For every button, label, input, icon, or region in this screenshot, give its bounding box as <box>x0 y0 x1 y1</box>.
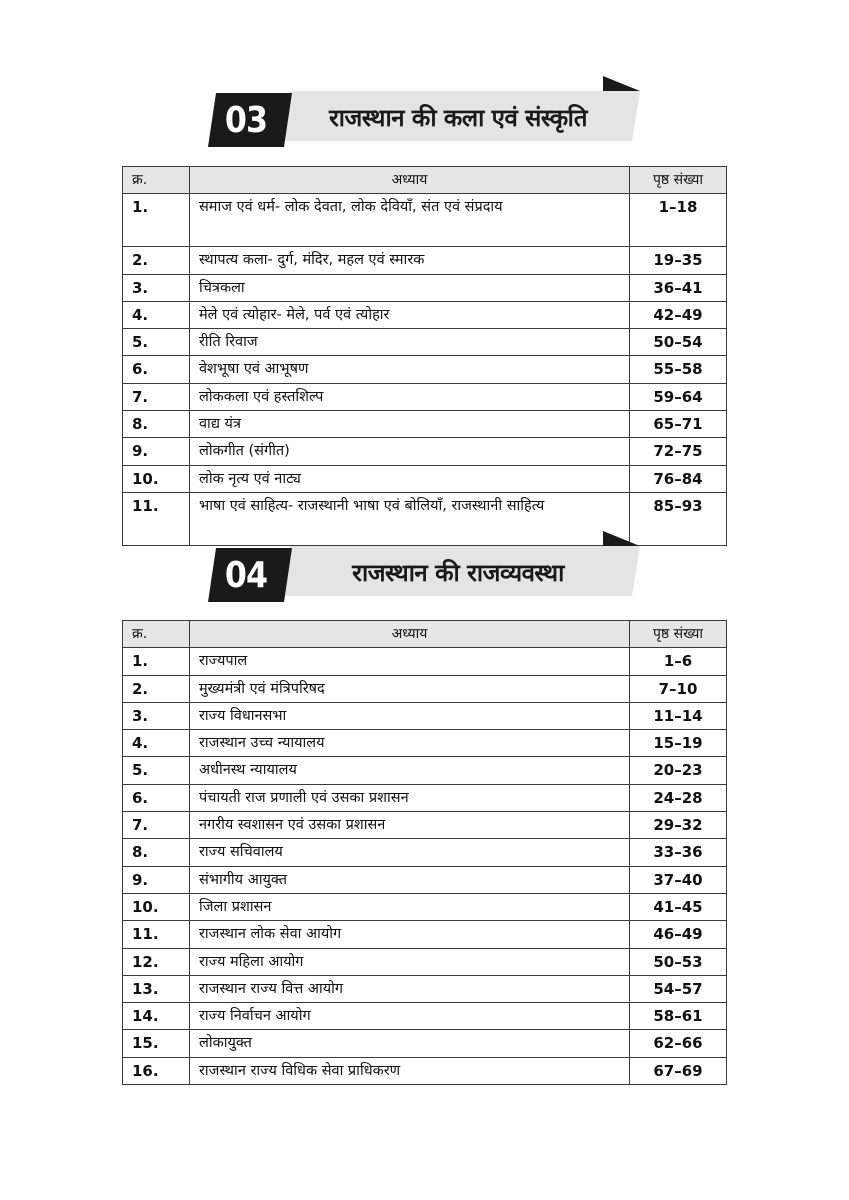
page-range-cell: 59–64 <box>630 383 727 410</box>
table-row <box>123 866 727 893</box>
section-number: 03 <box>224 99 268 141</box>
section-banner <box>208 531 640 605</box>
page-range-cell: 11–14 <box>630 702 727 729</box>
table-row <box>123 648 727 675</box>
page-range-cell: 36–41 <box>630 274 727 301</box>
page-range-cell: 15–19 <box>630 730 727 757</box>
page-range-cell: 54–57 <box>630 975 727 1002</box>
chapter-title-cell: राजस्थान लोक सेवा आयोग <box>190 921 630 948</box>
page-range-cell: 1–6 <box>630 648 727 675</box>
chapter-title-cell: मेले एवं त्योहार- मेले, पर्व एवं त्योहार <box>190 301 630 328</box>
header-chapter: अध्याय <box>190 621 630 648</box>
page-range-cell: 62–66 <box>630 1030 727 1057</box>
table-row <box>123 921 727 948</box>
table-row <box>123 730 727 757</box>
table-row <box>123 356 727 383</box>
chapter-title-cell: राज्य महिला आयोग <box>190 948 630 975</box>
page-range-cell: 65–71 <box>630 411 727 438</box>
chapter-title-cell: लोकायुक्त <box>190 1030 630 1057</box>
chapter-title-cell: समाज एवं धर्म- लोक देवता, लोक देवियाँ, संत एवं संप्रदाय <box>190 194 630 247</box>
chapter-title-cell: स्थापत्य कला- दुर्ग, मंदिर, महल एवं स्मारक <box>190 247 630 274</box>
page-range-cell: 37–40 <box>630 866 727 893</box>
header-pages: पृष्ठ संख्या <box>630 621 727 648</box>
table-row <box>123 438 727 465</box>
chapter-title-cell: अधीनस्थ न्यायालय <box>190 757 630 784</box>
page-range-cell: 55–58 <box>630 356 727 383</box>
table-row <box>123 329 727 356</box>
serial-number-cell: 8. <box>123 839 190 866</box>
page-range-cell: 50–53 <box>630 948 727 975</box>
serial-number-cell: 1. <box>123 194 190 247</box>
chapter-title-cell: लोककला एवं हस्तशिल्प <box>190 383 630 410</box>
table-row <box>123 411 727 438</box>
page-range-cell: 50–54 <box>630 329 727 356</box>
section-number: 04 <box>224 554 268 596</box>
page-range-cell: 7–10 <box>630 675 727 702</box>
contents-table <box>122 620 727 1085</box>
page-range-cell: 29–32 <box>630 812 727 839</box>
chapter-title-cell: राजस्थान उच्च न्यायालय <box>190 730 630 757</box>
page-range-cell: 41–45 <box>630 893 727 920</box>
table-row <box>123 812 727 839</box>
contents-table <box>122 166 727 546</box>
table-row <box>123 948 727 975</box>
chapter-title-cell: संभागीय आयुक्त <box>190 866 630 893</box>
table-row <box>123 274 727 301</box>
table-row <box>123 784 727 811</box>
chapter-title-cell: राज्यपाल <box>190 648 630 675</box>
page-range-cell: 58–61 <box>630 1003 727 1030</box>
table-row <box>123 893 727 920</box>
serial-number-cell: 7. <box>123 383 190 410</box>
serial-number-cell: 6. <box>123 356 190 383</box>
chapter-title-cell: पंचायती राज प्रणाली एवं उसका प्रशासन <box>190 784 630 811</box>
table-row <box>123 839 727 866</box>
header-serial: क्र. <box>123 621 190 648</box>
chapter-title-cell: राजस्थान राज्य वित्त आयोग <box>190 975 630 1002</box>
serial-number-cell: 3. <box>123 274 190 301</box>
serial-number-cell: 9. <box>123 438 190 465</box>
serial-number-cell: 12. <box>123 948 190 975</box>
chapter-title-cell: वाद्य यंत्र <box>190 411 630 438</box>
chapter-title-cell: राज्य निर्वाचन आयोग <box>190 1003 630 1030</box>
section-title: राजस्थान की राजव्यवस्था <box>352 558 564 587</box>
serial-number-cell: 4. <box>123 301 190 328</box>
page-range-cell: 20–23 <box>630 757 727 784</box>
serial-number-cell: 9. <box>123 866 190 893</box>
chapter-title-cell: मुख्यमंत्री एवं मंत्रिपरिषद <box>190 675 630 702</box>
table-header-row <box>123 167 727 194</box>
page-range-cell: 24–28 <box>630 784 727 811</box>
chapter-title-cell: नगरीय स्वशासन एवं उसका प्रशासन <box>190 812 630 839</box>
chapter-title-cell: लोक नृत्य एवं नाट्य <box>190 465 630 492</box>
serial-number-cell: 13. <box>123 975 190 1002</box>
table-row <box>123 247 727 274</box>
chapter-title-cell: भाषा एवं साहित्य- राजस्थानी भाषा एवं बोलियाँ, राजस्थानी साहित्य <box>190 492 630 545</box>
serial-number-cell: 10. <box>123 465 190 492</box>
header-pages: पृष्ठ संख्या <box>630 167 727 194</box>
chapter-title-cell: राज्य विधानसभा <box>190 702 630 729</box>
serial-number-cell: 4. <box>123 730 190 757</box>
serial-number-cell: 2. <box>123 675 190 702</box>
section-banner <box>208 76 640 150</box>
serial-number-cell: 8. <box>123 411 190 438</box>
table-row <box>123 675 727 702</box>
serial-number-cell: 1. <box>123 648 190 675</box>
serial-number-cell: 6. <box>123 784 190 811</box>
page-range-cell: 33–36 <box>630 839 727 866</box>
serial-number-cell: 15. <box>123 1030 190 1057</box>
page-range-cell: 42–49 <box>630 301 727 328</box>
chapter-title-cell: चित्रकला <box>190 274 630 301</box>
table-row <box>123 383 727 410</box>
table-row <box>123 1003 727 1030</box>
serial-number-cell: 5. <box>123 329 190 356</box>
section-title: राजस्थान की कला एवं संस्कृति <box>328 103 588 132</box>
table-row <box>123 1030 727 1057</box>
table-row <box>123 702 727 729</box>
table-header-row <box>123 621 727 648</box>
serial-number-cell: 7. <box>123 812 190 839</box>
table-row <box>123 1057 727 1084</box>
chapter-title-cell: राज्य सचिवालय <box>190 839 630 866</box>
chapter-title-cell: रीति रिवाज <box>190 329 630 356</box>
serial-number-cell: 14. <box>123 1003 190 1030</box>
table-row <box>123 465 727 492</box>
chapter-title-cell: वेशभूषा एवं आभूषण <box>190 356 630 383</box>
page-range-cell: 67–69 <box>630 1057 727 1084</box>
page-range-cell: 19–35 <box>630 247 727 274</box>
chapter-title-cell: लोकगीत (संगीत) <box>190 438 630 465</box>
serial-number-cell: 11. <box>123 492 190 545</box>
page-range-cell: 76–84 <box>630 465 727 492</box>
serial-number-cell: 3. <box>123 702 190 729</box>
chapter-title-cell: राजस्थान राज्य विधिक सेवा प्राधिकरण <box>190 1057 630 1084</box>
page-range-cell: 72–75 <box>630 438 727 465</box>
table-row <box>123 301 727 328</box>
page-range-cell: 46–49 <box>630 921 727 948</box>
serial-number-cell: 11. <box>123 921 190 948</box>
page-range-cell: 85–93 <box>630 492 727 545</box>
serial-number-cell: 5. <box>123 757 190 784</box>
header-chapter: अध्याय <box>190 167 630 194</box>
serial-number-cell: 16. <box>123 1057 190 1084</box>
table-row <box>123 757 727 784</box>
serial-number-cell: 2. <box>123 247 190 274</box>
chapter-title-cell: जिला प्रशासन <box>190 893 630 920</box>
header-serial: क्र. <box>123 167 190 194</box>
table-row <box>123 975 727 1002</box>
table-row <box>123 194 727 247</box>
serial-number-cell: 10. <box>123 893 190 920</box>
page-range-cell: 1–18 <box>630 194 727 247</box>
